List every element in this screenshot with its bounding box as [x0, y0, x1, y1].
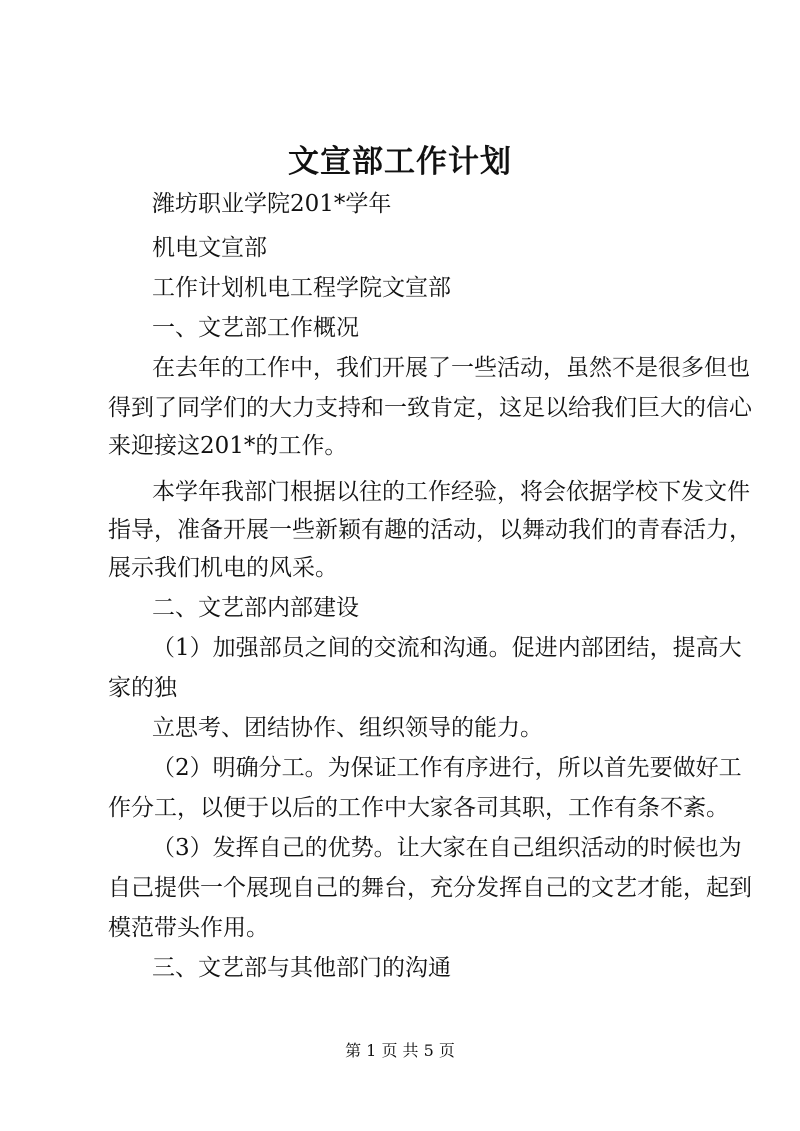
text-line: 机电文宣部	[152, 235, 267, 261]
text-line: 自己提供一个展现自己的舞台，充分发挥自己的文艺才能，起到	[108, 875, 752, 901]
text-line: （1）加强部员之间的交流和沟通。促进内部团结，提高大	[152, 635, 742, 661]
text-line: 工作计划机电工程学院文宣部	[152, 275, 451, 301]
text-line: 潍坊职业学院201*学年	[152, 191, 392, 217]
text-line: 本学年我部门根据以往的工作经验，将会依据学校下发文件	[152, 479, 750, 505]
text-line: 来迎接这201*的工作。	[108, 433, 348, 459]
text-line: 作分工，以便于以后的工作中大家各司其职，工作有条不紊。	[108, 795, 729, 821]
text-line: 模范带头作用。	[108, 915, 269, 941]
document-title: 文宣部工作计划	[288, 144, 512, 180]
text-line: （2）明确分工。为保证工作有序进行，所以首先要做好工	[152, 755, 742, 781]
text-line: 立思考、团结协作、组织领导的能力。	[152, 715, 543, 741]
section-heading: 三、文艺部与其他部门的沟通	[152, 955, 451, 981]
text-line: 得到了同学们的大力支持和一致肯定，这足以给我们巨大的信心	[108, 395, 752, 421]
text-line: 指导，准备开展一些新颖有趣的活动，以舞动我们的青春活力，	[108, 517, 752, 543]
page-number: 第 1 页 共 5 页	[345, 1041, 455, 1060]
text-line: 展示我们机电的风采。	[108, 555, 338, 581]
text-line: （3）发挥自己的优势。让大家在自己组织活动的时候也为	[152, 835, 742, 861]
text-line: 家的独	[108, 675, 177, 701]
text-line: 在去年的工作中，我们开展了一些活动，虽然不是很多但也	[152, 355, 750, 381]
section-heading: 二、文艺部内部建设	[152, 595, 359, 621]
section-heading: 一、文艺部工作概况	[152, 315, 359, 341]
